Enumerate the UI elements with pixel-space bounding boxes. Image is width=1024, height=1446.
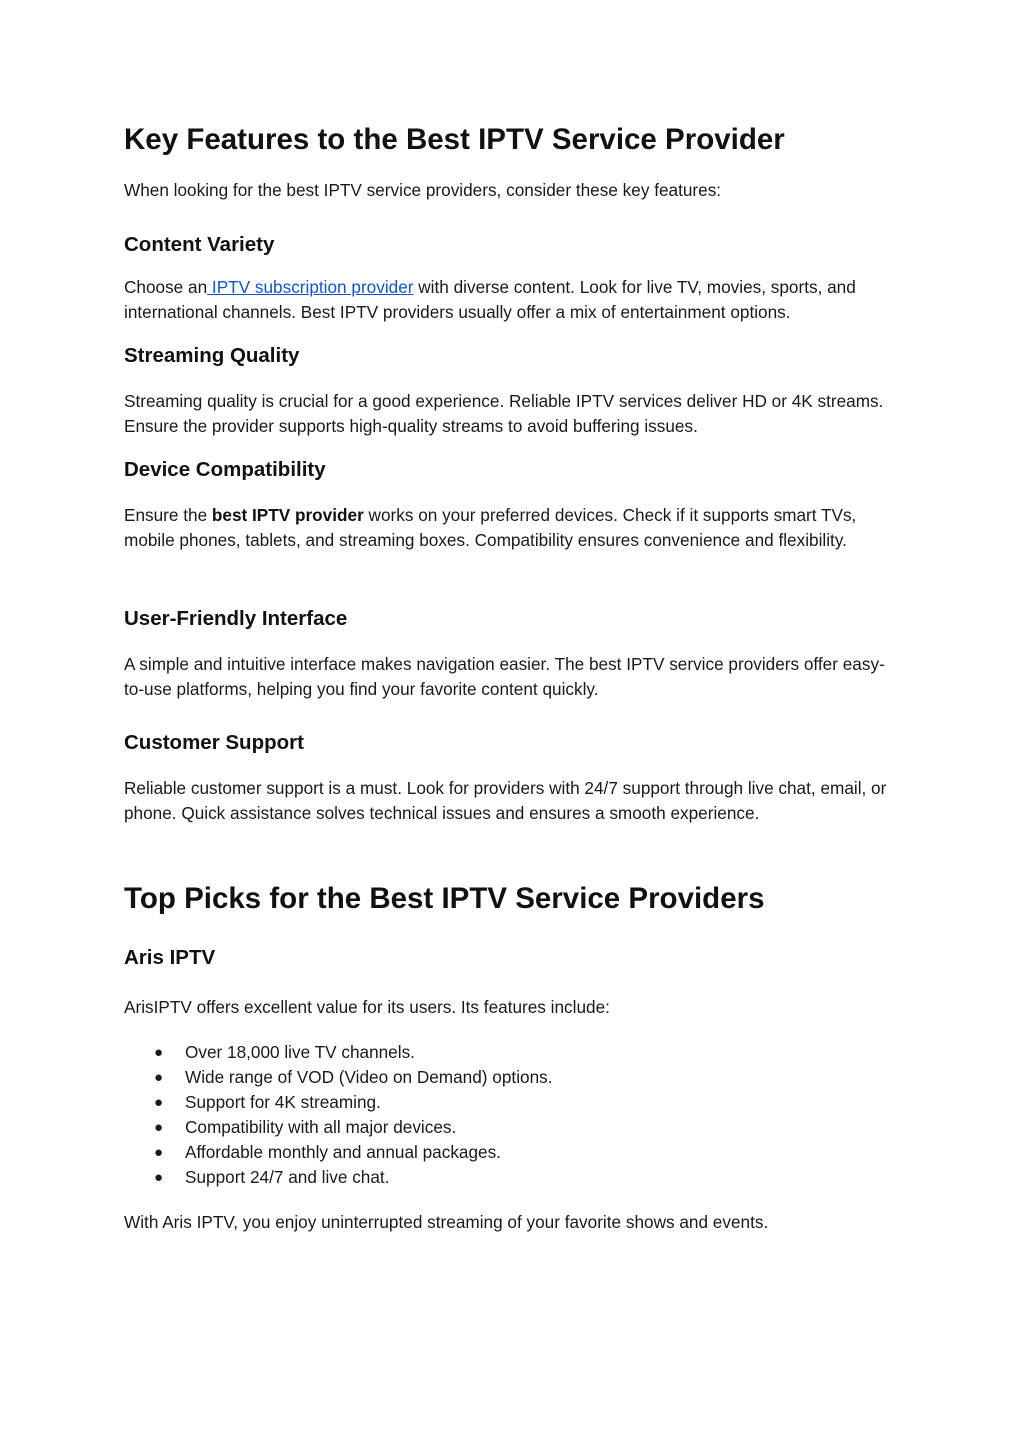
paragraph-aris-closing: With Aris IPTV, you enjoy uninterrupted streaming of your favorite shows and events.: [124, 1212, 769, 1232]
bullet-icon: ●: [154, 1119, 164, 1136]
list-item: [124, 1115, 553, 1140]
list-item: [124, 1165, 553, 1190]
heading-aris-iptv: Aris IPTV: [124, 946, 216, 969]
list-item-text: Support 24/7 and live chat.: [185, 1167, 390, 1187]
paragraph-customer-support: Reliable customer support is a must. Look for providers with 24/7 support through live chat, email, or phone. Quick assistance solves technical issues and ensures a smooth experience.: [124, 778, 887, 823]
bullet-icon: ●: [154, 1169, 164, 1186]
paragraph-aris-intro: ArisIPTV offers excellent value for its users. Its features include:: [124, 997, 610, 1017]
heading-content-variety: Content Variety: [124, 233, 275, 256]
text-segment: works on your preferred devices. Check if it supports smart TVs, mobile phones, tablets, and streaming boxes. Compatibility ensures convenience and flexibility.: [124, 505, 857, 550]
heading-customer-support: Customer Support: [124, 731, 304, 754]
list-item-text: Affordable monthly and annual packages.: [185, 1142, 501, 1162]
text-segment: with diverse content. Look for live TV, movies, sports, and international channels. Best IPTV providers usually offer a mix of entertainment options.: [124, 277, 856, 322]
heading-device-compatibility: Device Compatibility: [124, 458, 326, 481]
list-item-text: Over 18,000 live TV channels.: [185, 1042, 415, 1062]
paragraph-streaming-quality: Streaming quality is crucial for a good experience. Reliable IPTV services deliver HD or 4K streams. Ensure the provider supports high-quality streams to avoid buffering issues.: [124, 391, 884, 436]
intro-paragraph: When looking for the best IPTV service providers, consider these key features:: [124, 180, 722, 200]
section-title-key-features: Key Features to the Best IPTV Service Provider: [124, 123, 785, 156]
list-item-text: Wide range of VOD (Video on Demand) options.: [185, 1067, 553, 1087]
list-item: [124, 1090, 553, 1115]
bullet-icon: ●: [154, 1044, 164, 1061]
paragraph-content-variety: [124, 275, 900, 325]
heading-streaming-quality: Streaming Quality: [124, 344, 300, 367]
list-item: [124, 1040, 553, 1065]
section-title-top-picks: Top Picks for the Best IPTV Service Providers: [124, 882, 765, 915]
paragraph-device-compatibility: [124, 503, 900, 553]
list-item: [124, 1065, 553, 1090]
heading-user-friendly-interface: User-Friendly Interface: [124, 607, 348, 630]
text-segment: Choose an: [124, 277, 208, 297]
iptv-subscription-provider-link[interactable]: IPTV subscription provider: [207, 277, 414, 297]
bullet-icon: ●: [154, 1094, 164, 1111]
list-item-text: Support for 4K streaming.: [185, 1092, 381, 1112]
bold-text: best IPTV provider: [211, 505, 364, 525]
text-segment: Ensure the: [124, 505, 212, 525]
list-item-text: Compatibility with all major devices.: [185, 1117, 457, 1137]
list-item: [124, 1140, 553, 1165]
bullet-icon: ●: [154, 1069, 164, 1086]
paragraph-user-friendly-interface: A simple and intuitive interface makes navigation easier. The best IPTV service providers offer easy-to-use platforms, helping you find your favorite content quickly.: [124, 654, 885, 699]
bullet-icon: ●: [154, 1144, 164, 1161]
aris-features-list: [124, 1040, 553, 1190]
